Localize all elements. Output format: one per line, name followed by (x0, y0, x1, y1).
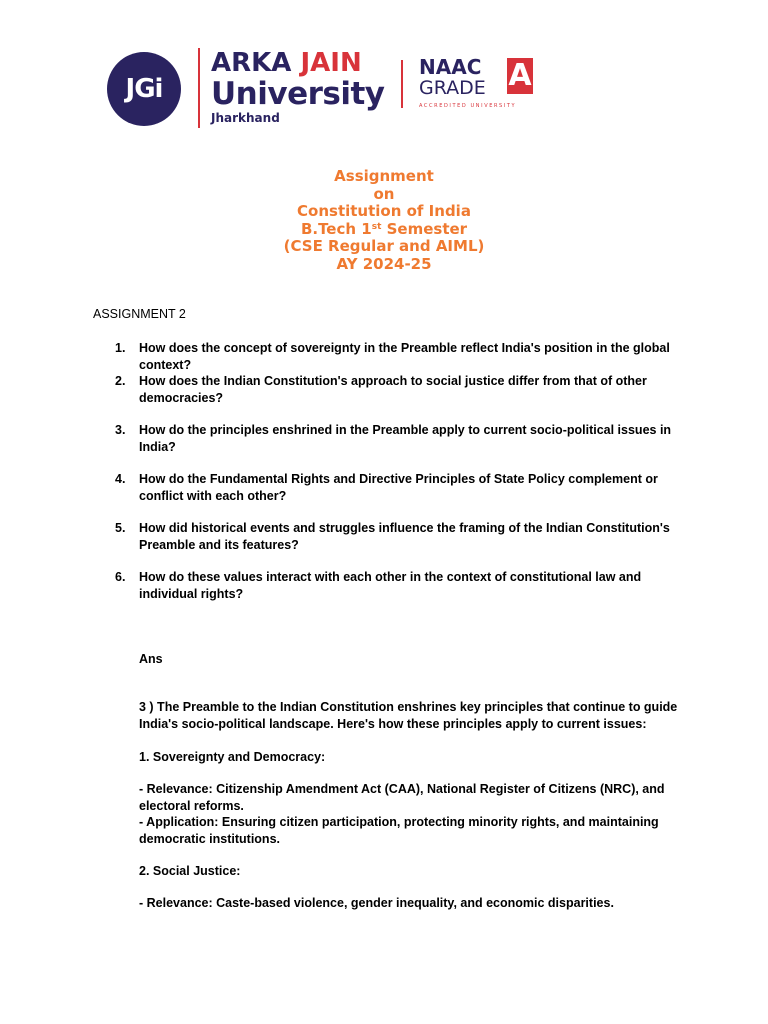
question-item (112, 471, 672, 504)
question-text: How do these values interact with each other in the context of constitutional law and individual rights? (139, 570, 642, 601)
university-name-line2: University (211, 76, 385, 112)
title-line-6: AY 2024-25 (336, 254, 432, 273)
answer-label: Ans (139, 652, 163, 666)
naac-logo (419, 56, 516, 110)
question-number: 6. (115, 570, 126, 584)
university-name-line1: ARKA JAIN (211, 48, 362, 78)
naac-text: NAAC (419, 55, 482, 79)
logo-divider (198, 48, 200, 128)
jgi-logo-text: JGi (125, 74, 163, 104)
title-line-3: Constitution of India (297, 202, 471, 220)
title-line-1: Assignment (334, 167, 434, 185)
question-item (112, 422, 672, 455)
header-logos (105, 46, 535, 130)
question-number: 2. (115, 374, 126, 388)
answer-relevance-1: - Relevance: Citizenship Amendment Act (CAA), National Register of Citizens (NRC), and electoral reforms. (139, 782, 665, 813)
naac-grade-text: GRADE (419, 77, 486, 99)
title-line-2: on (373, 184, 395, 203)
question-text: How does the concept of sovereignty in the Preamble reflect India's position in the global context? (139, 341, 670, 372)
question-text: How did historical events and struggles influence the framing of the Indian Constitution's Preamble and its features? (139, 521, 670, 552)
assignment-label: ASSIGNMENT 2 (93, 307, 186, 321)
question-text: How does the Indian Constitution's approach to social justice differ from that of other democracies? (139, 374, 647, 405)
answer-heading-sovereignty: 1. Sovereignty and Democracy: (139, 750, 326, 764)
question-list (112, 340, 672, 602)
title-line-4: B.Tech 1st Semester (300, 219, 468, 238)
answer-intro: 3 ) The Preamble to the Indian Constitution enshrines key principles that continue to guide India's socio-political landscape. Here's how these principles apply to current issues: (139, 700, 678, 731)
university-location: Jharkhand (211, 111, 280, 125)
question-number: 4. (115, 472, 126, 486)
question-text: How do the principles enshrined in the Preamble apply to current socio-political issues in India? (139, 423, 672, 454)
title-line-5: (CSE Regular and AIML) (283, 237, 485, 255)
question-text: How do the Fundamental Rights and Directive Principles of State Policy complement or conflict with each other? (139, 472, 658, 503)
question-number: 5. (115, 521, 126, 535)
jgi-logo (107, 52, 181, 126)
answer-application-1: - Application: Ensuring citizen participation, protecting minority rights, and maintaining democratic institutions. (139, 815, 659, 846)
document-title (184, 168, 584, 273)
question-item (112, 520, 672, 553)
naac-grade-badge: A (508, 58, 532, 93)
university-logo (211, 48, 385, 126)
question-item (112, 373, 672, 406)
naac-tagline: ACCREDITED UNIVERSITY (419, 103, 517, 109)
naac-divider (401, 60, 403, 108)
question-number: 1. (115, 341, 126, 355)
question-item (112, 340, 672, 373)
question-number: 3. (115, 423, 126, 437)
answer-heading-social-justice: 2. Social Justice: (139, 864, 241, 878)
question-item (112, 569, 672, 602)
answer-relevance-2: - Relevance: Caste-based violence, gender inequality, and economic disparities. (139, 896, 614, 910)
